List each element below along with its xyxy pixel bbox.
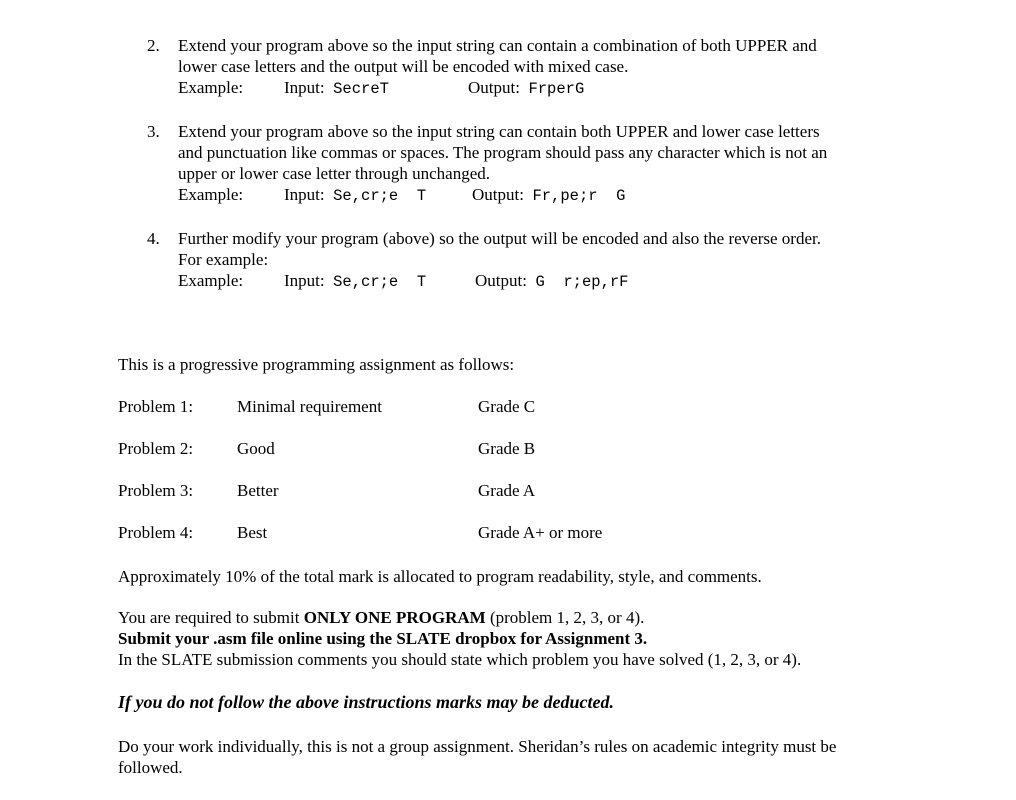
- submit-line-2: [118, 628, 647, 649]
- item-text-line: upper or lower case letter through unchanged.: [178, 164, 491, 183]
- submit-text: You are required to submit: [118, 608, 304, 627]
- problem-row: [0, 480, 1016, 501]
- item-text-line: Extend your program above so the input string can contain a combination of both UPPER and: [178, 36, 817, 55]
- example-label: Example:: [178, 185, 244, 204]
- submit-line-1: [118, 607, 644, 628]
- item-text-line: lower case letters and the output will be encoded with mixed case.: [178, 57, 629, 76]
- input-label: Input:: [284, 185, 325, 204]
- example-row: [178, 77, 908, 98]
- output-value: G r;ep,rF: [535, 273, 629, 291]
- output-group: [468, 77, 584, 100]
- output-group: [475, 270, 628, 293]
- example-label: Example:: [178, 78, 244, 97]
- output-label: Output:: [472, 185, 524, 204]
- output-label: Output:: [475, 271, 527, 290]
- output-label: Output:: [468, 78, 520, 97]
- input-label: Input:: [284, 78, 325, 97]
- problem-row: [0, 438, 1016, 459]
- example-row: [178, 184, 908, 205]
- problem-grade: Grade B: [478, 439, 536, 458]
- output-group: [472, 184, 625, 207]
- problem-grade: Grade A+ or more: [478, 523, 603, 542]
- warning-note: If you do not follow the above instructions marks may be deducted.: [118, 692, 615, 712]
- output-value: Fr,pe;r G: [532, 187, 626, 205]
- problem-label: Problem 4:: [118, 523, 194, 542]
- problem-label: Problem 3:: [118, 481, 194, 500]
- item-number: 4.: [147, 229, 160, 248]
- progressive-intro: This is a progressive programming assignment as follows:: [118, 355, 515, 374]
- example-label: Example:: [178, 271, 244, 290]
- item-number: 3.: [147, 122, 160, 141]
- input-value: Se,cr;e T: [333, 273, 427, 291]
- item-text-line: Further modify your program (above) so the output will be encoded and also the reverse order.: [178, 229, 821, 248]
- item-text-line: Extend your program above so the input string can contain both UPPER and lower case letters: [178, 122, 820, 141]
- integrity-line-2: followed.: [118, 758, 183, 777]
- readability-note: Approximately 10% of the total mark is allocated to program readability, style, and comments.: [118, 567, 762, 586]
- item-text-line: For example:: [178, 250, 269, 269]
- item-text-line: and punctuation like commas or spaces. The program should pass any character which is not an: [178, 143, 828, 162]
- input-value: SecreT: [333, 80, 389, 98]
- item-number: 2.: [147, 36, 160, 55]
- problem-desc: Best: [237, 523, 268, 542]
- problem-row: [0, 522, 1016, 543]
- problem-label: Problem 1:: [118, 397, 194, 416]
- output-value: FrperG: [528, 80, 585, 98]
- example-row: [178, 270, 908, 291]
- input-value: Se,cr;e T: [333, 187, 427, 205]
- submit-line-3: In the SLATE submission comments you should state which problem you have solved (1, 2, 3, or 4).: [118, 650, 802, 669]
- integrity-line-1: Do your work individually, this is not a group assignment. Sheridan’s rules on academic integrity must be: [118, 737, 837, 756]
- problem-row: [0, 396, 1016, 417]
- input-label: Input:: [284, 271, 325, 290]
- problem-label: Problem 2:: [118, 439, 194, 458]
- problem-desc: Minimal requirement: [237, 397, 382, 416]
- problem-grade: Grade A: [478, 481, 536, 500]
- submit-text: (problem 1, 2, 3, or 4).: [485, 608, 645, 627]
- submit-emphasis: Submit your .asm file online using the SLATE dropbox for Assignment 3.: [118, 629, 648, 648]
- problem-desc: Good: [237, 439, 275, 458]
- problem-desc: Better: [237, 481, 279, 500]
- problem-grade: Grade C: [478, 397, 536, 416]
- submit-emphasis: ONLY ONE PROGRAM: [303, 608, 486, 627]
